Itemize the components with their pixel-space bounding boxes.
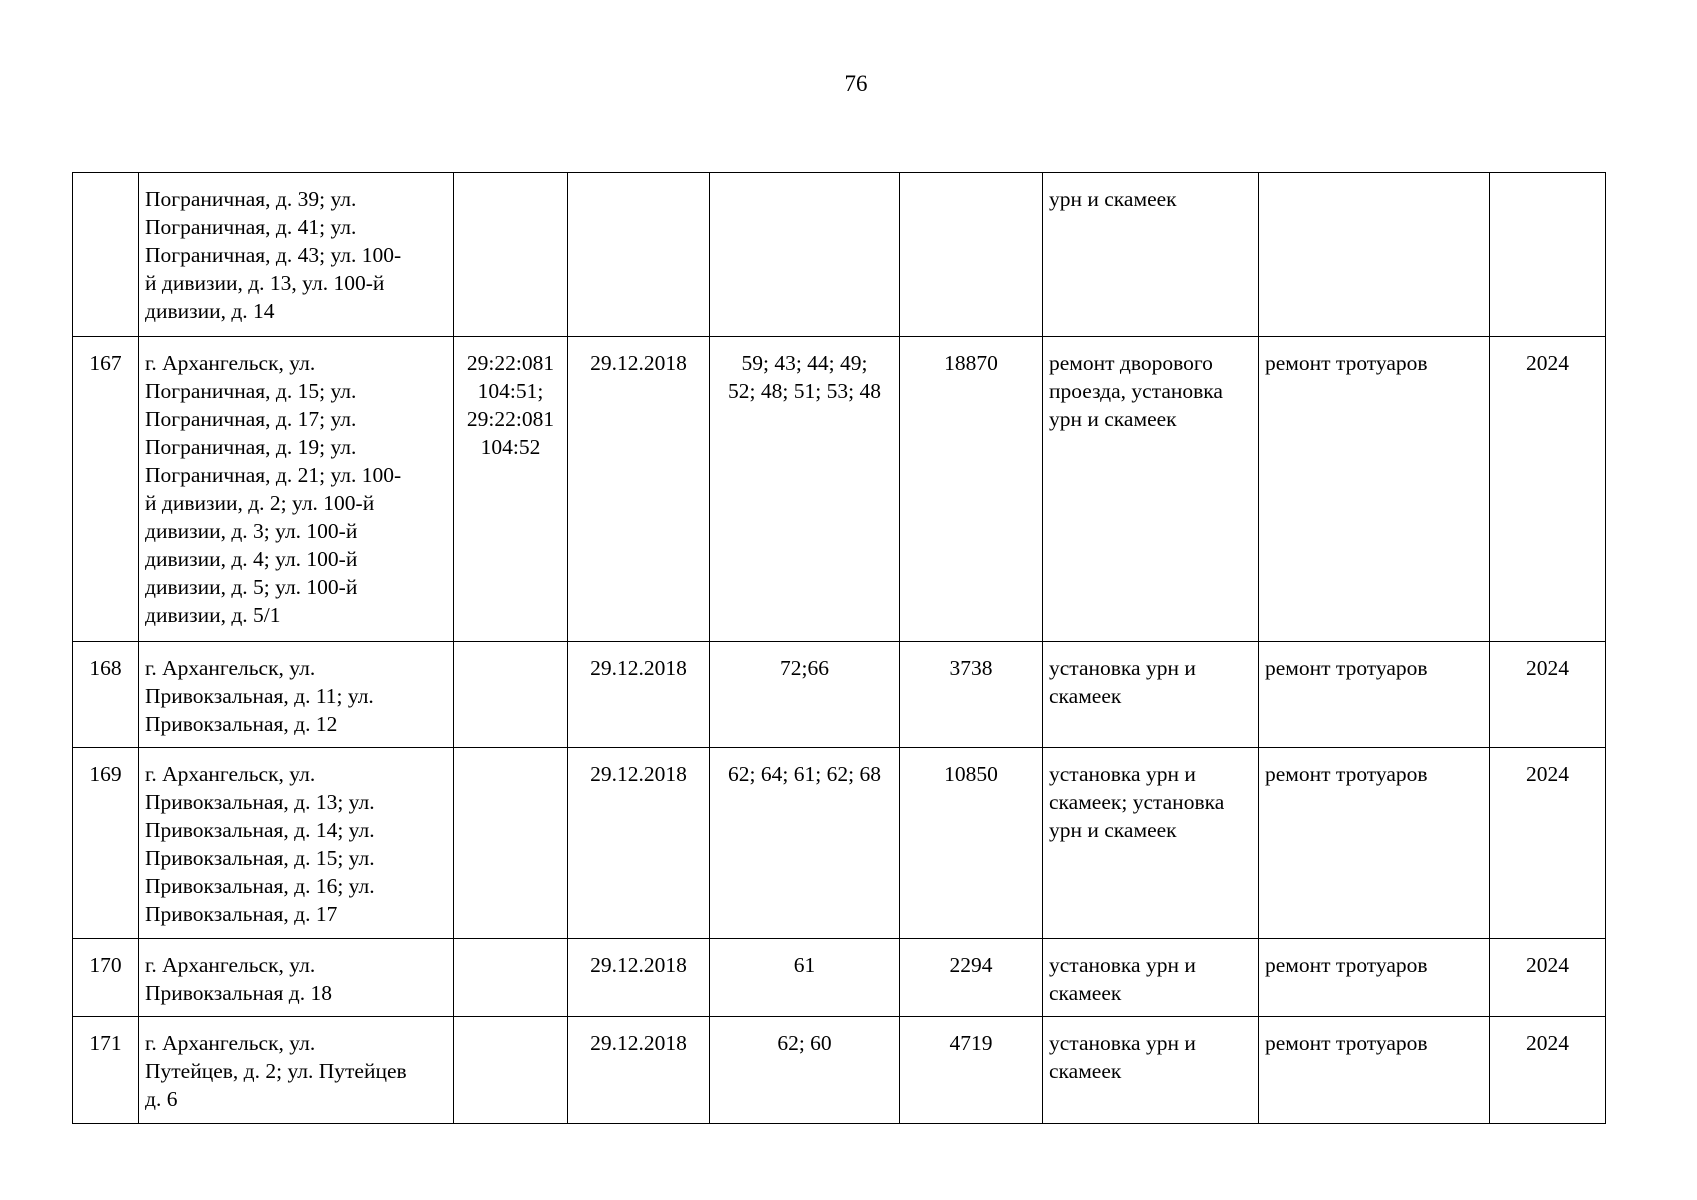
date-cell — [568, 337, 710, 642]
table-row — [73, 642, 1606, 748]
improvement-registry-table — [72, 172, 1606, 1124]
year-cell — [1490, 173, 1606, 337]
date-cell — [568, 748, 710, 939]
year-text: 2024 — [1526, 762, 1569, 786]
primary-works-cell — [1043, 939, 1259, 1017]
row-number-text: 169 — [89, 762, 122, 786]
address-line: дивизии, д. 14 — [145, 299, 275, 323]
additional-works-line: ремонт тротуаров — [1265, 351, 1428, 375]
address-line: дивизии, д. 5/1 — [145, 603, 281, 627]
address-line: Пограничная, д. 17; ул. — [145, 407, 357, 431]
primary-works-line: ремонт дворового — [1049, 351, 1213, 375]
address-line: Привокзальная, д. 17 — [145, 902, 338, 926]
primary-works-line: скамеек — [1049, 1059, 1122, 1083]
date-text: 29.12.2018 — [590, 1031, 687, 1055]
row-number-cell — [73, 748, 139, 939]
address-line: Путейцев, д. 2; ул. Путейцев — [145, 1059, 407, 1083]
address-line: Пограничная, д. 19; ул. — [145, 435, 357, 459]
apartments-cell — [710, 337, 900, 642]
cadastral-number-line: 29:22:081 — [466, 407, 555, 431]
year-cell — [1490, 337, 1606, 642]
area-text: 10850 — [944, 762, 998, 786]
primary-works-line: скамеек — [1049, 981, 1122, 1005]
address-line: г. Архангельск, ул. — [145, 1031, 316, 1055]
area-text: 4719 — [949, 1031, 993, 1055]
date-text: 29.12.2018 — [590, 762, 687, 786]
year-cell — [1490, 1017, 1606, 1124]
primary-works-line: проезда, установка — [1049, 379, 1223, 403]
additional-works-line: ремонт тротуаров — [1265, 656, 1428, 680]
apartments-line: 52; 48; 51; 53; 48 — [728, 379, 881, 403]
primary-works-line: установка урн и — [1049, 953, 1196, 977]
address-line: Привокзальная, д. 14; ул. — [145, 818, 375, 842]
address-line: г. Архангельск, ул. — [145, 656, 316, 680]
area-cell — [900, 173, 1043, 337]
year-text: 2024 — [1526, 351, 1569, 375]
cadastral-number-cell — [454, 173, 568, 337]
address-line: Пограничная, д. 39; ул. — [145, 187, 357, 211]
cadastral-number-cell — [454, 748, 568, 939]
date-text: 29.12.2018 — [590, 351, 687, 375]
address-line: й дивизии, д. 2; ул. 100-й — [145, 491, 375, 515]
year-text: 2024 — [1526, 656, 1569, 680]
year-cell — [1490, 748, 1606, 939]
additional-works-cell — [1259, 939, 1490, 1017]
address-cell — [139, 173, 454, 337]
primary-works-cell — [1043, 173, 1259, 337]
table-row — [73, 939, 1606, 1017]
address-cell — [139, 1017, 454, 1124]
cadastral-number-line: 104:52 — [480, 435, 541, 459]
date-cell — [568, 173, 710, 337]
address-line: Привокзальная, д. 15; ул. — [145, 846, 375, 870]
primary-works-line: установка урн и — [1049, 762, 1196, 786]
primary-works-line: скамеек — [1049, 684, 1122, 708]
table-row — [73, 748, 1606, 939]
primary-works-line: урн и скамеек — [1049, 187, 1177, 211]
year-text: 2024 — [1526, 1031, 1569, 1055]
cadastral-number-cell — [454, 642, 568, 748]
row-number-cell — [73, 337, 139, 642]
primary-works-cell — [1043, 337, 1259, 642]
address-line: Привокзальная, д. 12 — [145, 712, 338, 736]
apartments-line: 59; 43; 44; 49; — [741, 351, 868, 375]
year-text: 2024 — [1526, 953, 1569, 977]
apartments-cell — [710, 642, 900, 748]
apartments-cell — [710, 1017, 900, 1124]
address-line: г. Архангельск, ул. — [145, 953, 316, 977]
address-line: Привокзальная, д. 13; ул. — [145, 790, 375, 814]
address-cell — [139, 939, 454, 1017]
date-cell — [568, 642, 710, 748]
address-cell — [139, 337, 454, 642]
additional-works-cell — [1259, 173, 1490, 337]
additional-works-cell — [1259, 337, 1490, 642]
table-row — [73, 337, 1606, 642]
row-number-cell — [73, 173, 139, 337]
cadastral-number-cell — [454, 939, 568, 1017]
additional-works-line: ремонт тротуаров — [1265, 1031, 1428, 1055]
apartments-cell — [710, 939, 900, 1017]
area-cell — [900, 1017, 1043, 1124]
cadastral-number-line: 104:51; — [477, 379, 544, 403]
row-number-cell — [73, 642, 139, 748]
row-number-text: 170 — [89, 953, 122, 977]
page-number: 76 — [844, 71, 868, 96]
address-cell — [139, 748, 454, 939]
area-cell — [900, 642, 1043, 748]
address-line: Пограничная, д. 43; ул. 100- — [145, 243, 402, 267]
additional-works-line: ремонт тротуаров — [1265, 953, 1428, 977]
primary-works-line: установка урн и — [1049, 656, 1196, 680]
address-line: дивизии, д. 3; ул. 100-й — [145, 519, 358, 543]
address-line: Пограничная, д. 41; ул. — [145, 215, 357, 239]
area-cell — [900, 748, 1043, 939]
address-line: дивизии, д. 4; ул. 100-й — [145, 547, 358, 571]
row-number-text: 171 — [89, 1031, 122, 1055]
address-line: д. 6 — [145, 1087, 178, 1111]
address-line: Пограничная, д. 21; ул. 100- — [145, 463, 402, 487]
primary-works-line: урн и скамеек — [1049, 818, 1177, 842]
date-cell — [568, 939, 710, 1017]
date-cell — [568, 1017, 710, 1124]
address-line: г. Архангельск, ул. — [145, 762, 316, 786]
row-number-text: 167 — [89, 351, 122, 375]
apartments-line: 62; 64; 61; 62; 68 — [728, 762, 881, 786]
table-body — [73, 173, 1606, 1124]
apartments-line: 62; 60 — [777, 1031, 832, 1055]
row-number-text: 168 — [89, 656, 122, 680]
date-text: 29.12.2018 — [590, 656, 687, 680]
date-text: 29.12.2018 — [590, 953, 687, 977]
area-text: 2294 — [949, 953, 993, 977]
additional-works-cell — [1259, 748, 1490, 939]
apartments-cell — [710, 173, 900, 337]
cadastral-number-line: 29:22:081 — [466, 351, 555, 375]
apartments-line: 72;66 — [780, 656, 829, 680]
apartments-line: 61 — [793, 953, 816, 977]
year-cell — [1490, 939, 1606, 1017]
cadastral-number-cell — [454, 1017, 568, 1124]
additional-works-cell — [1259, 642, 1490, 748]
primary-works-cell — [1043, 642, 1259, 748]
address-cell — [139, 642, 454, 748]
address-line: й дивизии, д. 13, ул. 100-й — [145, 271, 385, 295]
primary-works-cell — [1043, 1017, 1259, 1124]
area-text: 18870 — [944, 351, 998, 375]
primary-works-cell — [1043, 748, 1259, 939]
primary-works-line: установка урн и — [1049, 1031, 1196, 1055]
additional-works-cell — [1259, 1017, 1490, 1124]
address-line: Пограничная, д. 15; ул. — [145, 379, 357, 403]
address-line: Привокзальная д. 18 — [145, 981, 332, 1005]
row-number-cell — [73, 939, 139, 1017]
area-cell — [900, 939, 1043, 1017]
address-line: Привокзальная, д. 16; ул. — [145, 874, 375, 898]
additional-works-line: ремонт тротуаров — [1265, 762, 1428, 786]
area-text: 3738 — [949, 656, 993, 680]
address-line: Привокзальная, д. 11; ул. — [145, 684, 374, 708]
table-row — [73, 1017, 1606, 1124]
area-cell — [900, 337, 1043, 642]
address-line: г. Архангельск, ул. — [145, 351, 316, 375]
row-number-cell — [73, 1017, 139, 1124]
cadastral-number-cell — [454, 337, 568, 642]
year-cell — [1490, 642, 1606, 748]
primary-works-line: урн и скамеек — [1049, 407, 1177, 431]
apartments-cell — [710, 748, 900, 939]
primary-works-line: скамеек; установка — [1049, 790, 1225, 814]
table-row — [73, 173, 1606, 337]
address-line: дивизии, д. 5; ул. 100-й — [145, 575, 358, 599]
